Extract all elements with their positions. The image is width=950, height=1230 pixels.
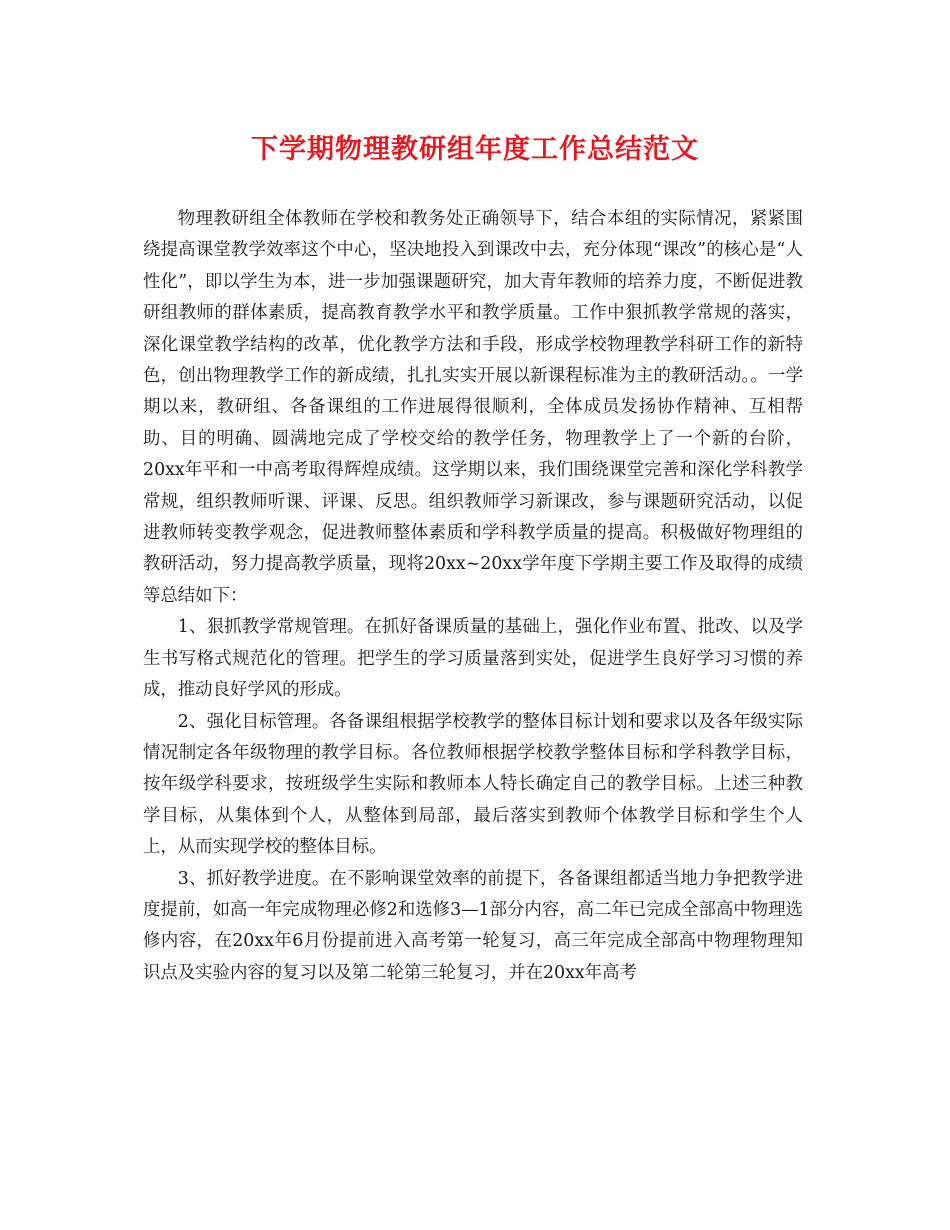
paragraph-item-1: 1、狠抓教学常规管理。在抓好备课质量的基础上，强化作业布置、批改、以及学生书写格式规范化的管理。把学生的学习质量落到实处，促进学生良好学习习惯的养成，推动良好学风的形成。 <box>143 617 803 701</box>
paragraph-item-3: 3、抓好教学进度。在不影响课堂效率的前提下，各备课组都适当地力争把教学进度提前，如高一年完成物理必修2和选修3—1部分内容，高二年已完成全部高中物理选修内容，在20xx年6月份提前进入高考第一轮复习，高三年完成全部高中物理物理知识点及实验内容的复习以及第二轮第三轮复习，并在20xx年高考 <box>143 868 803 983</box>
document-body <box>143 204 803 989</box>
paragraph-intro: 物理教研组全体教师在学校和教务处正确领导下，结合本组的实际情况，紧紧围绕提高课堂教学效率这个中心，坚决地投入到课改中去，充分体现“课改”的核心是“人性化”，即以学生为本，进一步加强课题研究，加大青年教师的培养力度，不断促进教研组教师的群体素质，提高教育教学水平和教学质量。工作中狠抓教学常规的落实，深化课堂教学结构的改革，优化教学方法和手段，形成学校物理教学科研工作的新特色，创出物理教学工作的新成绩，扎扎实实开展以新课程标准为主的教研活动。。一学期以来，教研组、各备课组的工作进展得很顺利，全体成员发扬协作精神、互相帮助、目的明确、圆满地完成了学校交给的教学任务，物理教学上了一个新的台阶，20xx年平和一中高考取得辉煌成绩。这学期以来，我们围绕课堂完善和深化学科教学常规，组织教师听课、评课、反思。组织教师学习新课改，参与课题研究活动，以促进教师转变教学观念，促进教师整体素质和学科教学质量的提高。积极做好物理组的教研活动，努力提高教学质量，现将20xx~20xx学年度下学期主要工作及取得的成绩等总结如下： <box>143 209 803 606</box>
paragraph-item-2: 2、强化目标管理。各备课组根据学校教学的整体目标计划和要求以及各年级实际情况制定各年级物理的教学目标。各位教师根据学校教学整体目标和学科教学目标，按年级学科要求，按班级学生实际和教师本人特长确定自己的教学目标。上述三种教学目标，从集体到个人，从整体到局部，最后落实到教师个体教学目标和学生个人上，从而实现学校的整体目标。 <box>143 711 803 858</box>
document-title: 下学期物理教研组年度工作总结范文 <box>251 134 699 165</box>
